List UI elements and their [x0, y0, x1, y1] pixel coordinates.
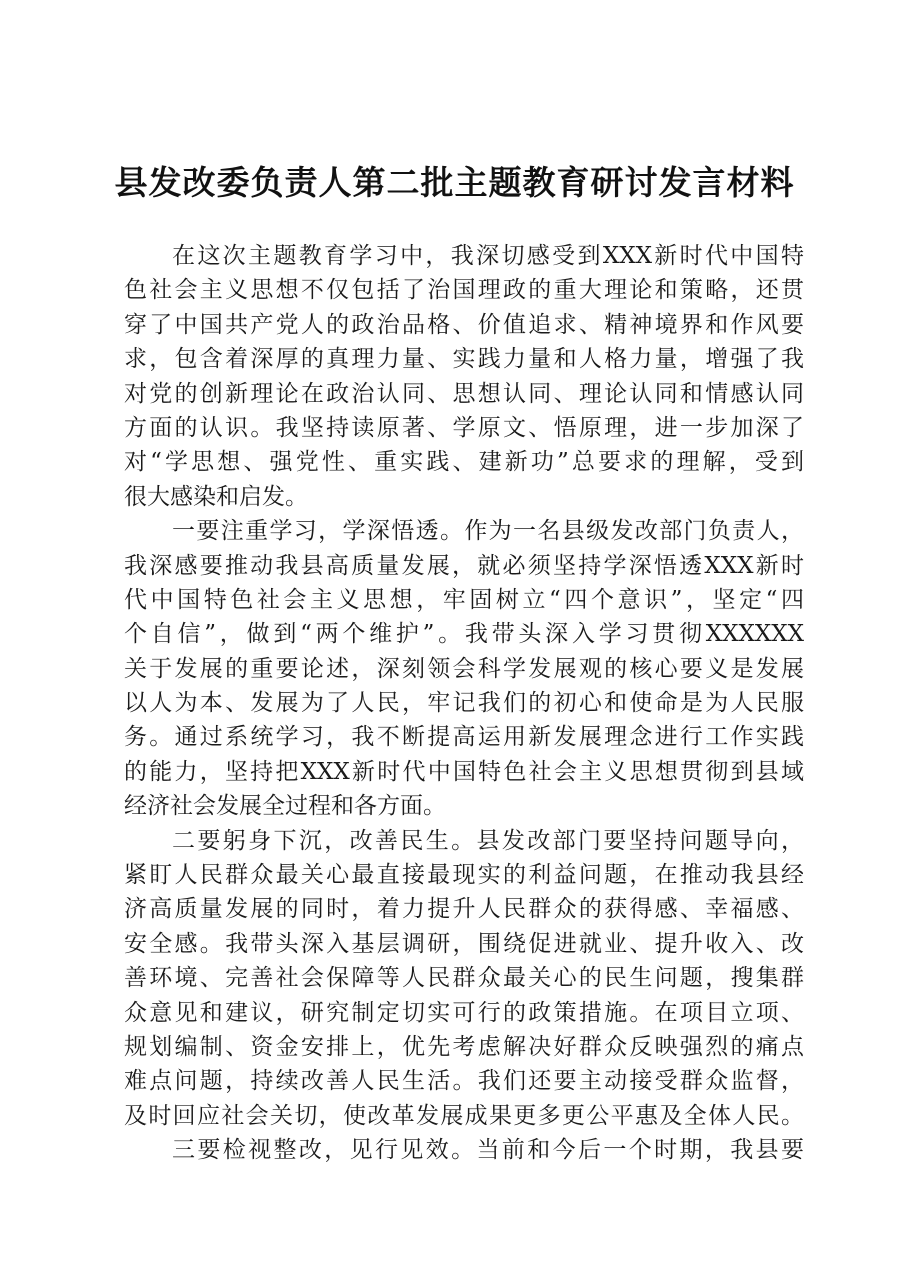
text-line: 以人为本、发展为了人民，牢记我们的初心和使命是为人民服: [124, 690, 804, 717]
text-line: 及时回应社会关切，使改革发展成果更多更公平惠及全体人民。: [124, 1102, 804, 1129]
text-line: 难点问题，持续改善人民生活。我们还要主动接受群众监督，: [124, 1068, 804, 1095]
text-line: 三要检视整改，见行见效。当前和今后一个时期，我县要: [172, 1137, 804, 1164]
text-line: 个自信”，做到“两个维护”。我带头深入学习贯彻XXXXXX: [124, 621, 804, 648]
text-line: 对“学思想、强党性、重实践、建新功”总要求的理解，受到: [124, 449, 804, 476]
text-line: 安全感。我带头深入基层调研，围绕促进就业、提升收入、改: [124, 930, 804, 957]
text-line: 关于发展的重要论述，深刻领会科学发展观的核心要义是发展: [124, 655, 804, 682]
text-line: 众意见和建议，研究制定切实可行的政策措施。在项目立项、: [124, 999, 804, 1026]
paragraph-livelihood: [124, 824, 804, 1134]
text-line: 色社会主义思想不仅包括了治国理政的重大理论和策略，还贯: [124, 277, 804, 304]
text-line: 方面的认识。我坚持读原著、学原文、悟原理，进一步加深了: [124, 414, 804, 441]
text-line: 善环境、完善社会保障等人民群众最关心的民生问题，搜集群: [124, 965, 804, 992]
text-line: 务。通过系统学习，我不断提高运用新发展理念进行工作实践: [124, 724, 804, 751]
text-line: 规划编制、资金安排上，优先考虑解决好群众反映强烈的痛点: [124, 1033, 804, 1060]
text-line: 在这次主题教育学习中，我深切感受到XXX新时代中国特: [172, 243, 804, 269]
text-line: 我深感要推动我县高质量发展，就必须坚持学深悟透XXX新时: [124, 552, 804, 579]
text-line: 对党的创新理论在政治认同、思想认同、理论认同和情感认同: [124, 380, 804, 407]
text-line: 求，包含着深厚的真理力量、实践力量和人格力量，增强了我: [124, 346, 804, 373]
paragraph-rectification: [124, 1133, 804, 1167]
text-line: 经济社会发展全过程和各方面。: [124, 793, 446, 820]
document-body: [124, 239, 804, 1168]
document-title: 县发改委负责人第二批主题教育研讨发言材料: [114, 163, 795, 202]
text-line: 很大感染和启发。: [124, 483, 308, 510]
paragraph-intro: [124, 239, 804, 514]
text-line: 一要注重学习，学深悟透。作为一名县级发改部门负责人，: [172, 518, 804, 545]
paragraph-study: [124, 514, 804, 824]
text-line: 的能力，坚持把XXX新时代中国特色社会主义思想贯彻到县域: [124, 758, 804, 785]
text-line: 代中国特色社会主义思想，牢固树立“四个意识”，坚定“四: [124, 586, 804, 613]
text-line: 紧盯人民群众最关心最直接最现实的利益问题，在推动我县经: [124, 862, 804, 889]
text-line: 穿了中国共产党人的政治品格、价值追求、精神境界和作风要: [124, 311, 804, 338]
text-line: 济高质量发展的同时，着力提升人民群众的获得感、幸福感、: [124, 896, 804, 923]
text-line: 二要躬身下沉，改善民生。县发改部门要坚持问题导向，: [172, 827, 804, 854]
